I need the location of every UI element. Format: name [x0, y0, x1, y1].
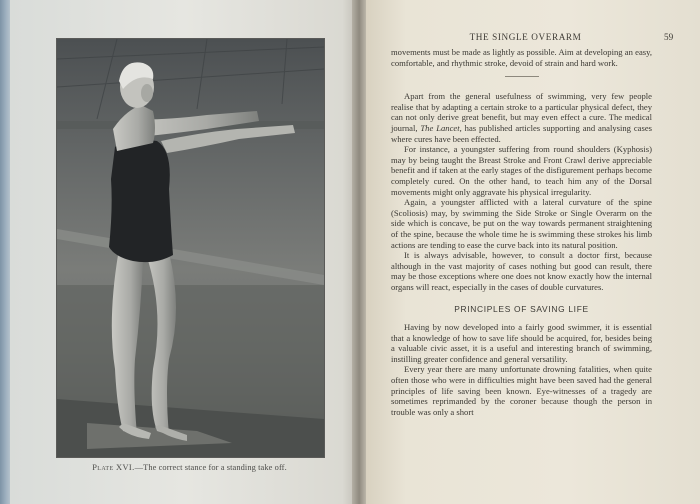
- paragraph-kyphosis: For instance, a youngster suffering from round shoulders (Kyphosis) may by being taught the Breast Stroke and Front Crawl derive appreciable benefit and if taken at the early stages of the disfigurement perhaps become completely cured. On the other hand, to teach him any of the Dorsal movements might only aggravate his physical irregularity.: [391, 144, 652, 197]
- photo-caption: [56, 463, 323, 472]
- paragraph-intro: movements must be made as lightly as possible. Aim at developing an easy, comfortable, and rhythmic stroke, devoid of strain and hard work.: [391, 47, 652, 68]
- paragraph-saving-life: Having by now developed into a fairly good swimmer, it is essential that a knowledge of how to save life should be acquired, for, besides being a valuable civic asset, it is a useful and interesting branch of swimming, instilling greater confidence and general versatility.: [391, 322, 652, 364]
- running-head: THE SINGLE OVERARM: [469, 32, 582, 42]
- swimmer-photo-plate: [56, 38, 325, 458]
- journal-title: The Lancet: [420, 122, 460, 133]
- paragraph-scoliosis: Again, a youngster afflicted with a lateral curvature of the spine (Scoliosis) may, by swimming the Side Stroke or Single Overarm on the side which is concave, be put on the way towards permanent straightening of the spine, because the whole time he is swimming these strokes his limb actions are tending to ease the curve back into its natural position.: [391, 197, 652, 250]
- paragraph-lancet-end: , has published articles supporting and analysing cases where cures have been effected.: [391, 122, 652, 144]
- page-number: 59: [664, 32, 674, 42]
- paragraph-lancet-start: Apart from the general usefulness of swimming, very few people realise that by adapting a certain stroke to a particular physical defect, they can not only derive great benefit, but may even effect a cure. The medical journal,: [391, 91, 652, 133]
- page-body: [391, 47, 652, 417]
- paragraph-drowning: Every year there are many unfortunate drowning fatalities, when quite often those who were in difficulties might have been saved had the general principles of life saving been known. Eye-witnesses of a tragedy are sometimes reprimanded by the coroner because though the person in trouble was only a short: [391, 364, 652, 417]
- caption-plate-number: Plate XVI.: [92, 463, 135, 472]
- swimmer-photograph: [57, 39, 324, 457]
- caption-text: —The correct stance for a standing take off.: [134, 463, 287, 472]
- section-heading: PRINCIPLES OF SAVING LIFE: [454, 304, 589, 315]
- paragraph-lancet: [391, 91, 652, 144]
- paragraph-doctor: It is always advisable, however, to consult a doctor first, because although in the vast majority of cases nothing but good can result, there may be those exceptions where one does not know exactly how the internal organs will react, especially in the cases of double curvatures.: [391, 250, 652, 292]
- section-divider: [505, 76, 539, 77]
